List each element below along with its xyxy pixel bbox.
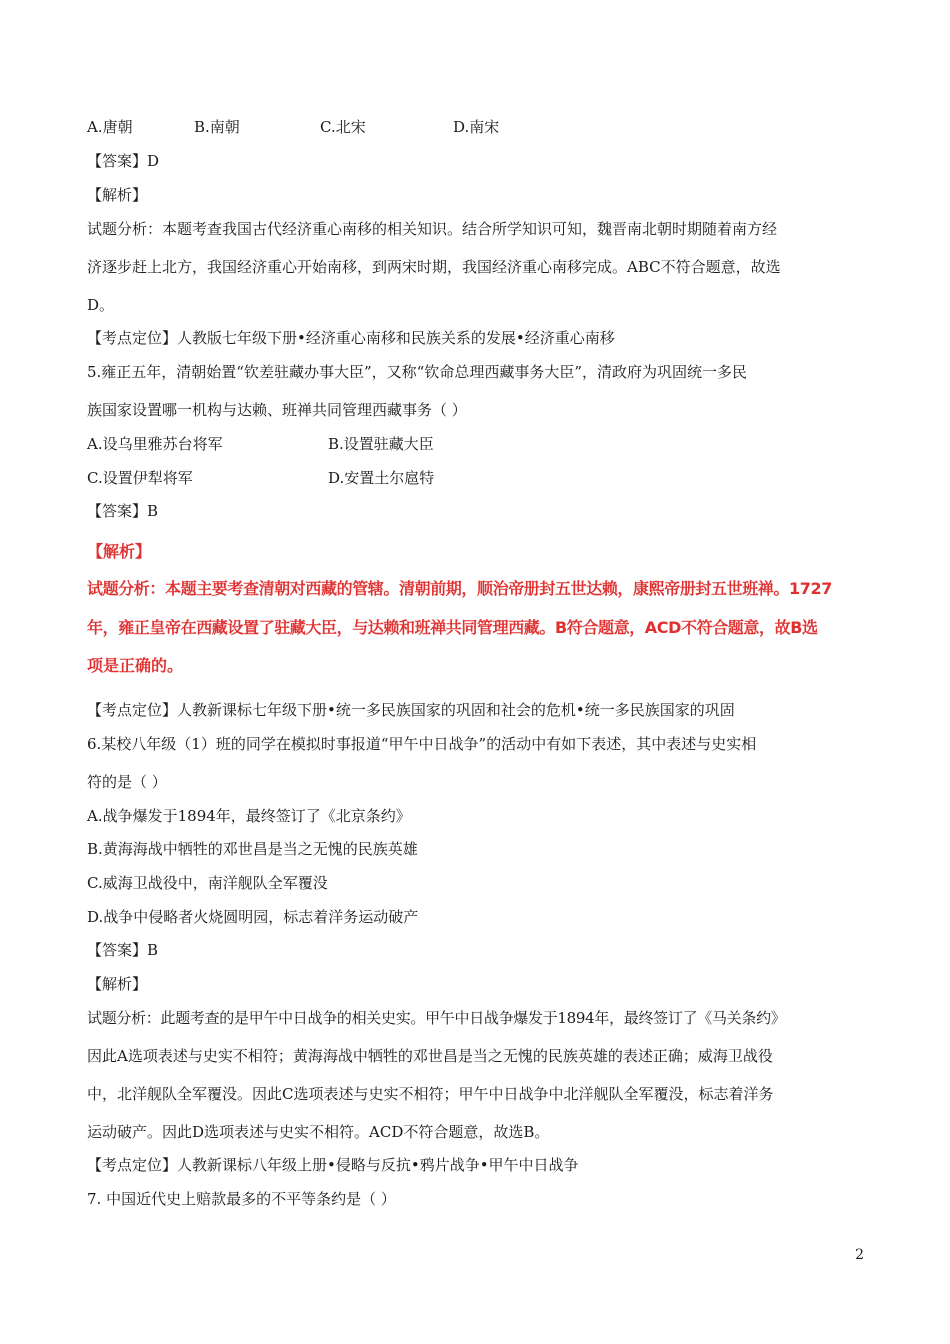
q6-analysis-line: 中，北洋舰队全军覆没。因此C选项表述与史实不相符；甲午中日战争中北洋舰队全军覆没，标志着洋务 [87,1085,774,1103]
q6-analysis-label: 【解析】 [87,975,148,993]
q6-answer: 【答案】B [87,941,159,959]
q4-kaodian: 【考点定位】人教版七年级下册•经济重心南移和民族关系的发展•经济重心南移 [87,329,615,347]
q5-option-a: A.设乌里雅苏台将军 [87,435,223,453]
q5-analysis-line: 项是正确的。 [87,656,184,675]
q5-stem-line: 族国家设置哪一机构与达赖、班禅共同管理西藏事务（ ） [87,401,467,419]
q5-option-d: D.安置土尔扈特 [328,469,435,487]
q5-analysis-line: 试题分析：本题主要考查清朝对西藏的管辖。清朝前期，顺治帝册封五世达赖，康熙帝册封五世班禅。1727 [87,579,832,598]
q6-option-b: B.黄海海战中牺牲的邓世昌是当之无愧的民族英雄 [87,840,418,858]
q6-analysis-line: 运动破产。因此D选项表述与史实不相符。ACD不符合题意，故选B。 [87,1123,550,1141]
q6-stem-line: 符的是（ ） [87,773,167,791]
q5-answer: 【答案】B [87,502,159,520]
q4-analysis-line: D。 [87,296,115,314]
q6-analysis-line: 试题分析：此题考查的是甲午中日战争的相关史实。甲午中日战争爆发于1894年，最终签订了《马关条约》 [87,1009,786,1027]
q5-stem-line: 5.雍正五年，清朝始置“钦差驻藏办事大臣”，又称“钦命总理西藏事务大臣”，清政府为巩固统一多民 [87,363,747,381]
q4-option-d: D.南宋 [453,118,500,136]
q6-option-a: A.战争爆发于1894年，最终签订了《北京条约》 [87,807,411,825]
q6-option-d: D.战争中侵略者火烧圆明园，标志着洋务运动破产 [87,908,419,926]
page-number: 2 [855,1247,864,1263]
q4-option-a: A.唐朝 [87,118,133,136]
q4-analysis-line: 试题分析：本题考查我国古代经济重心南移的相关知识。结合所学知识可知，魏晋南北朝时期随着南方经 [87,220,778,238]
q5-kaodian: 【考点定位】人教新课标七年级下册•统一多民族国家的巩固和社会的危机•统一多民族国家的巩固 [87,701,735,719]
q4-option-c: C.北宋 [320,118,366,136]
q5-analysis-line: 年，雍正皇帝在西藏设置了驻藏大臣，与达赖和班禅共同管理西藏。B符合题意，ACD不符合题意，故B选 [87,618,818,637]
q6-analysis-line: 因此A选项表述与史实不相符；黄海海战中牺牲的邓世昌是当之无愧的民族英雄的表述正确；威海卫战役 [87,1047,773,1065]
q5-option-c: C.设置伊犁将军 [87,469,193,487]
q4-analysis-line: 济逐步赶上北方，我国经济重心开始南移，到两宋时期，我国经济重心南移完成。ABC不符合题意，故选 [87,258,781,276]
q6-kaodian: 【考点定位】人教新课标八年级上册•侵略与反抗•鸦片战争•甲午中日战争 [87,1156,579,1174]
q5-option-b: B.设置驻藏大臣 [328,435,434,453]
q7-stem: 7. 中国近代史上赔款最多的不平等条约是（ ） [87,1190,396,1208]
q4-answer: 【答案】D [87,152,160,170]
q5-analysis-label: 【解析】 [87,542,152,561]
q6-option-c: C.威海卫战役中，南洋舰队全军覆没 [87,874,328,892]
q4-analysis-label: 【解析】 [87,186,148,204]
q6-stem-line: 6.某校八年级（1）班的同学在模拟时事报道“甲午中日战争”的活动中有如下表述，其中表述与史实相 [87,735,757,753]
q4-option-b: B.南朝 [194,118,240,136]
